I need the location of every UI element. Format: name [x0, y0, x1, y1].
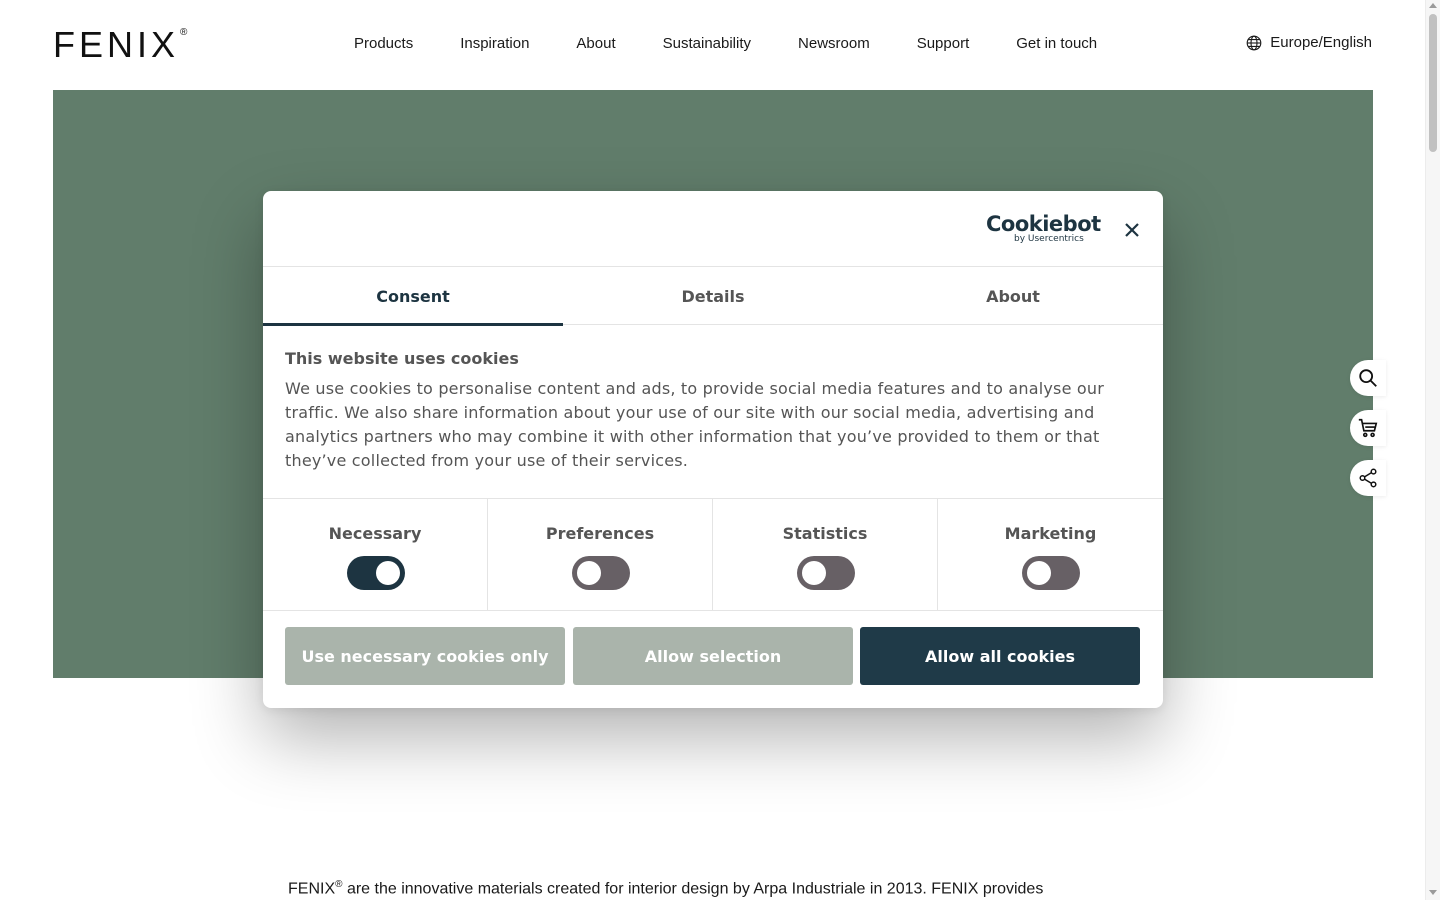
share-button[interactable] — [1350, 460, 1386, 496]
category-label: Marketing — [1004, 524, 1097, 543]
nav-about[interactable]: About — [576, 35, 616, 52]
search-button[interactable] — [1350, 360, 1386, 396]
intro-mark: ® — [335, 879, 343, 890]
nav-products[interactable]: Products — [354, 35, 414, 52]
globe-icon — [1246, 35, 1262, 51]
category-preferences — [488, 499, 713, 611]
nav-sustainability[interactable]: Sustainability — [662, 35, 752, 52]
dialog-header — [263, 191, 1163, 267]
cookiebot-byline: by Usercentrics — [1014, 234, 1084, 244]
dialog-actions — [285, 627, 1141, 685]
language-selector[interactable] — [1246, 34, 1372, 51]
tab-about[interactable]: About — [986, 286, 1040, 306]
toggle-knob — [376, 561, 400, 585]
category-label: Necessary — [328, 524, 422, 543]
category-label: Preferences — [545, 524, 655, 543]
cart-icon — [1357, 417, 1379, 439]
category-marketing — [938, 499, 1163, 611]
language-label: Europe/English — [1270, 34, 1372, 51]
nav-get-in-touch[interactable]: Get in touch — [1016, 35, 1098, 52]
intro-body: are the innovative materials created for interior design by Arpa Industriale in 2013. FENIX provides — [342, 880, 1044, 898]
cookiebot-logo — [986, 212, 1101, 245]
dialog-title: This website uses cookies — [285, 349, 519, 368]
main-nav — [354, 35, 1097, 52]
page-scrollbar[interactable] — [1425, 0, 1440, 900]
toggle-knob — [577, 561, 601, 585]
cookie-consent-dialog — [263, 191, 1163, 708]
dialog-body: We use cookies to personalise content and ads, to provide social media features and to analyse our traffic. We also share information about your use of our site with our social media, advertising and analytics partners who may combine it with other information that you’ve provided to them or that they’ve collected from your use of their services. — [285, 379, 1105, 470]
category-label: Statistics — [782, 524, 868, 543]
nav-inspiration[interactable]: Inspiration — [460, 35, 530, 52]
allow-selection-button[interactable]: Allow selection — [573, 627, 853, 685]
logo-text: FENIX — [53, 24, 180, 65]
fenix-logo[interactable] — [53, 24, 188, 65]
statistics-toggle[interactable] — [797, 556, 855, 590]
tab-details[interactable]: Details — [681, 286, 745, 306]
scroll-down-arrow-icon[interactable] — [1429, 890, 1437, 895]
close-button[interactable] — [1121, 219, 1143, 241]
search-icon — [1357, 367, 1379, 389]
necessary-toggle[interactable] — [347, 556, 405, 590]
category-necessary — [263, 499, 488, 611]
nav-support[interactable]: Support — [916, 35, 970, 52]
intro-brand: FENIX — [288, 880, 336, 898]
allow-all-cookies-button[interactable]: Allow all cookies — [860, 627, 1140, 685]
nav-newsroom[interactable]: Newsroom — [798, 35, 870, 52]
intro-text — [288, 879, 1043, 898]
cookie-categories — [263, 498, 1163, 611]
use-necessary-only-button[interactable]: Use necessary cookies only — [285, 627, 565, 685]
share-icon — [1357, 467, 1379, 489]
preferences-toggle[interactable] — [572, 556, 630, 590]
dialog-tabs — [263, 267, 1163, 325]
scroll-up-arrow-icon[interactable] — [1429, 3, 1437, 8]
scroll-thumb[interactable] — [1429, 14, 1437, 152]
logo-registered-mark: ® — [180, 27, 188, 38]
toggle-knob — [802, 561, 826, 585]
cart-button[interactable] — [1350, 410, 1386, 446]
cookiebot-wordmark: Cookiebot — [986, 212, 1101, 236]
site-header — [0, 0, 1425, 89]
marketing-toggle[interactable] — [1022, 556, 1080, 590]
close-icon — [1121, 219, 1143, 241]
toggle-knob — [1027, 561, 1051, 585]
tab-consent[interactable]: Consent — [263, 267, 563, 325]
category-statistics — [713, 499, 938, 611]
